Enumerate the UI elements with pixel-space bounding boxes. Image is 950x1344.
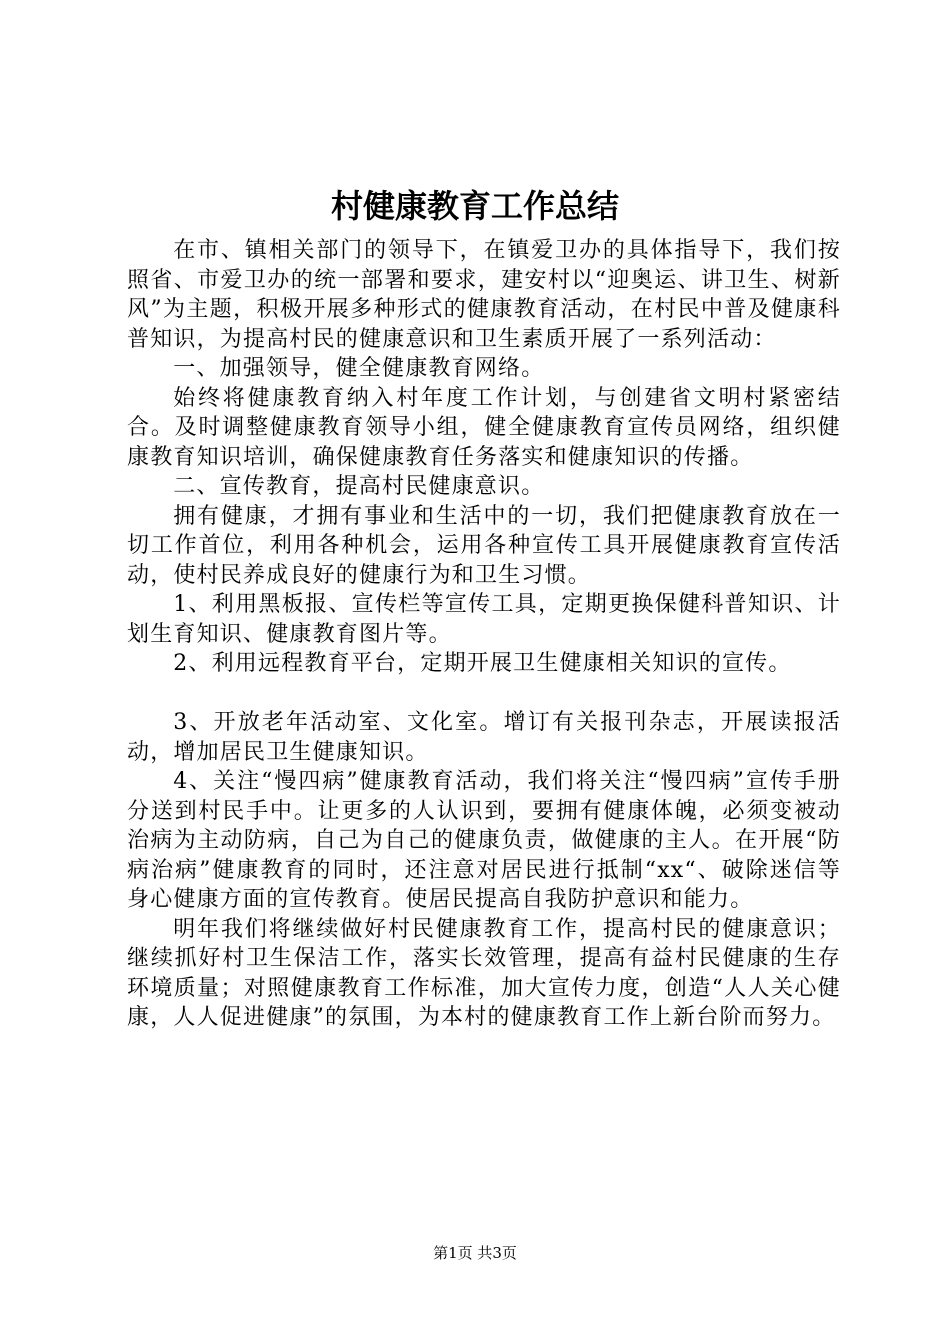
list-item-1: 1、利用黑板报、宣传栏等宣传工具，定期更换保健科普知识、计划生育知识、健康教育图片等。 [127,592,841,647]
page-indicator: 第1页 共3页 [433,1244,517,1262]
list-item-3: 3、开放老年活动室、文化室。增订有关报刊杂志，开展读报活动，增加居民卫生健康知识。 [127,710,841,765]
paragraph-section-2: 拥有健康，才拥有事业和生活中的一切，我们把健康教育放在一切工作首位，利用各种机会，运用各种宣传工具开展健康教育宣传活动，使村民养成良好的健康行为和卫生习惯。 [127,503,841,588]
list-item-2: 2、利用远程教育平台，定期开展卫生健康相关知识的宣传。 [173,651,792,676]
heading-section-2: 二、宣传教育，提高村民健康意识。 [173,474,545,499]
paragraph-section-1: 始终将健康教育纳入村年度工作计划，与创建省文明村紧密结合。及时调整健康教育领导小组，健全健康教育宣传员网络，组织健康教育知识培训，确保健康教育任务落实和健康知识的传播。 [127,385,841,470]
paragraph-conclusion: 明年我们将继续做好村民健康教育工作，提高村民的健康意识；继续抓好村卫生保洁工作，落实长效管理，提高有益村民健康的生存环境质量；对照健康教育工作标准，加大宣传力度，创造“人人关心健康，人人促进健康”的氛围，为本村的健康教育工作上新台阶而努力。 [127,916,841,1030]
document-title: 村健康教育工作总结 [330,187,619,225]
heading-section-1: 一、加强领导，健全健康教育网络。 [173,356,545,381]
paragraph-intro: 在市、镇相关部门的领导下，在镇爱卫办的具体指导下，我们按照省、市爱卫办的统一部署和要求，建安村以“迎奥运、讲卫生、树新风”为主题，积极开展多种形式的健康教育活动，在村民中普及健康科普知识，为提高村民的健康意识和卫生素质开展了一系列活动： [127,238,841,352]
list-item-4: 4、关注“慢四病”健康教育活动，我们将关注“慢四病”宣传手册分送到村民手中。让更多的人认识到，要拥有健康体魄，必须变被动治病为主动防病，自己为自己的健康负责，做健康的主人。在开展“防病治病”健康教育的同时，还注意对居民进行抵制“xx“、破除迷信等身心健康方面的宣传教育。使居民提高自我防护意识和能力。 [127,769,841,912]
document-body [127,236,841,1033]
